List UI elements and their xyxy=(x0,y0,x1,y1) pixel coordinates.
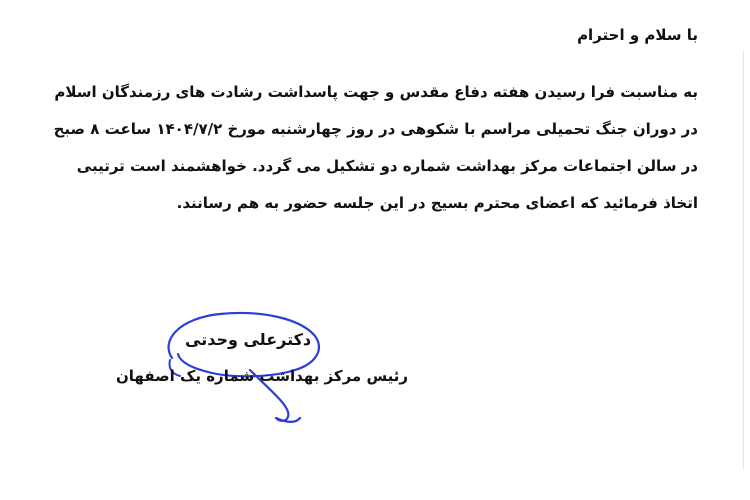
letter-body-line: اتخاذ فرمائید که اعضای محترم بسیج در این جلسه حضور به هم رسانند. xyxy=(176,194,698,212)
handwritten-signature xyxy=(110,300,410,430)
letter-body-line: در سالن اجتماعات مرکز بهداشت شماره دو تشکیل می گردد. خواهشمند است ترتیبی xyxy=(76,157,698,175)
letter-body-line: در دوران جنگ تحمیلی مراسم با شکوهی در روز چهارشنبه مورخ ۱۴۰۴/۷/۲ ساعت ۸ صبح xyxy=(53,120,698,138)
signature-block xyxy=(110,300,410,430)
signer-name: دکترعلی وحدتی xyxy=(185,330,312,349)
page-edge-rule xyxy=(743,50,744,470)
letter-body-line: به مناسبت فرا رسیدن هفته دفاع مقدس و جهت پاسداشت رشادت های رزمندگان اسلام xyxy=(54,83,698,101)
letter-body xyxy=(53,74,698,222)
signer-title: رئیس مرکز بهداشت شماره یک اصفهان xyxy=(116,367,409,385)
letter-greeting: با سلام و احترام xyxy=(577,26,698,44)
